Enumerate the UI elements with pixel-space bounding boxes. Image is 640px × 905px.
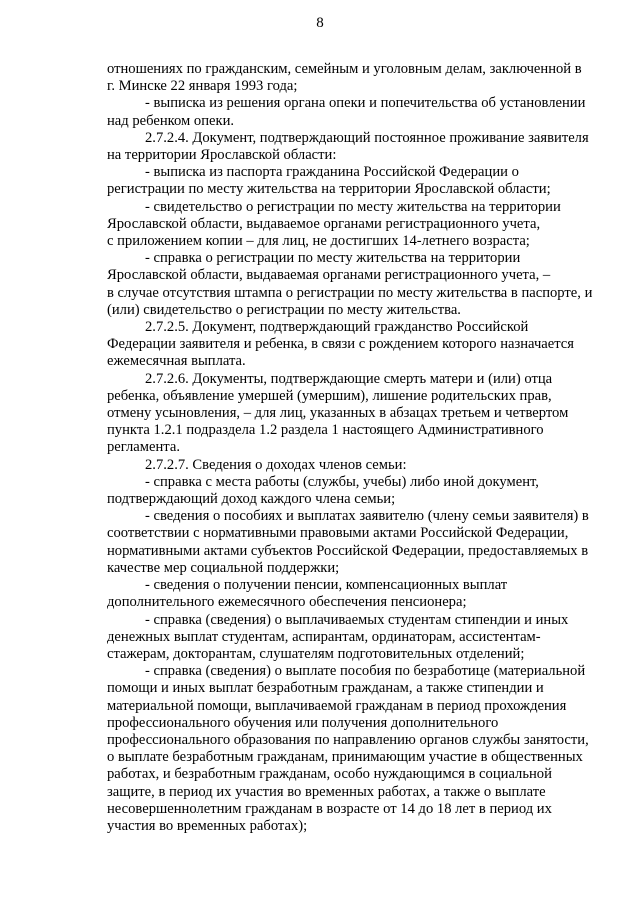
list-item-benefits-info: - сведения о пособиях и выплатах заявителю (члену семьи заявителя) в соответствии с нормативными правовыми актами Российской Федерации, нормативными актами субъектов Российской Федерации, предоставляемых в качестве мер социальной поддержки; (107, 508, 589, 576)
paragraph-continuation: отношениях по гражданским, семейным и уголовным делам, заключенной в г. Минске 22 января 1993 года; (107, 61, 582, 95)
clause-2-7-2-5: 2.7.2.5. Документ, подтверждающий гражданство Российской Федерации заявителя и ребенка, в связи с рождением которого назначается ежемесячная выплата. (107, 319, 574, 370)
list-item-unemployment-reference: - справка (сведения) о выплате пособия по безработице (материальной помощи и иных выплат безработным гражданам, а также стипендии и материальной помощи, выплачиваемой гражданам в период прохождения профессионального обучения или получения дополнительного профессионального образования по направлению органов службы занятости, о выплате безработным гражданам, принимающим участие в общественных работах, и безработным гражданам, особо нуждающимся в социальной защите, в период их участия во временных работах, а также о выплате несовершеннолетним гражданам в возрасте от 14 до 18 лет в период их участия во временных работах); (107, 663, 589, 834)
clause-2-7-2-7: 2.7.2.7. Сведения о доходах членов семьи: (145, 456, 407, 473)
list-item-registration-certificate: - свидетельство о регистрации по месту жительства на территории Ярославской области, выдаваемое органами регистрационного учета, с приложением копии – для лиц, не достигших 14-летнего возраста; (107, 198, 561, 250)
document-body (107, 61, 609, 835)
list-item-employment-reference: - справка с места работы (службы, учебы) либо иной документ, подтверждающий доход каждого члена семьи; (107, 473, 539, 508)
page-number: 8 (316, 15, 324, 31)
clause-2-7-2-4: 2.7.2.4. Документ, подтверждающий постоянное проживание заявителя на территории Ярославской области: (107, 129, 589, 164)
list-item-stipend-reference: - справка (сведения) о выплачиваемых студентам стипендии и иных денежных выплат студентам, аспирантам, ординаторам, ассистентам- стажерам, докторантам, слушателям подготовительных отделений; (107, 611, 569, 662)
list-item-pension-info: - сведения о получении пенсии, компенсационных выплат дополнительного ежемесячного обеспечения пенсионера; (107, 577, 508, 611)
list-item-guardianship-extract: - выписка из решения органа опеки и попечительства об установлении над ребенком опеки. (107, 95, 586, 129)
list-item-registration-reference: - справка о регистрации по месту жительства на территории Ярославской области, выдаваемая органами регистрационного учета, – в случае отсутствия штампа о регистрации по месту жительства в паспорте, и (или) свидетельство о регистрации по месту жительства. (107, 250, 593, 318)
clause-2-7-2-6: 2.7.2.6. Документы, подтверждающие смерть матери и (или) отца ребенка, объявление умершей (умершим), лишение родительских прав, отмену усыновления, – для лиц, указанных в абзацах третьем и четвертом пункта 1.2.1 подраздела 1.2 раздела 1 настоящего Административного регламента. (107, 370, 569, 456)
list-item-passport-extract: - выписка из паспорта гражданина Российской Федерации о регистрации по месту жительства на территории Ярославской области; (107, 164, 551, 198)
